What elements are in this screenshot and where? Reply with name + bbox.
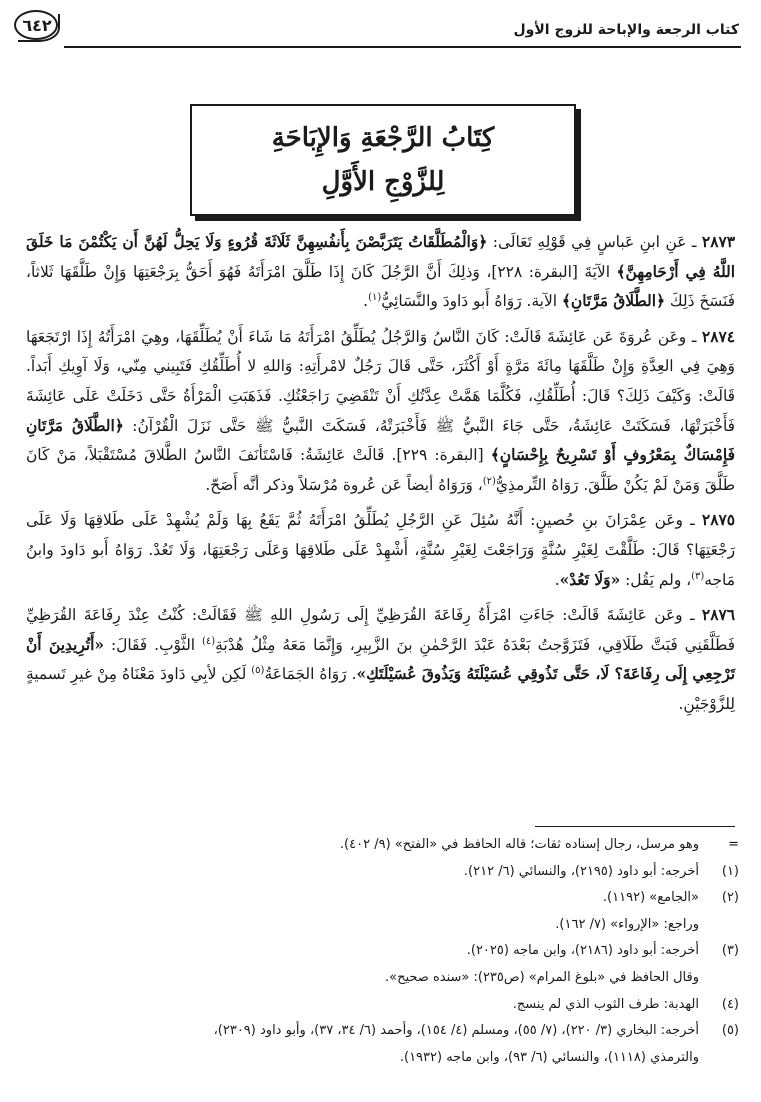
hadith-text: ـ وعَن عَائِشَةَ قَالَتْ: جَاءَتِ امْرَأَةُ رِفَاعَةَ القُرَظِيِّ إِلَى رَسُولِ اللهِ ﷺ فَقَالَتْ: كُنْتُ عِنْدَ رِفَاعَةَ القُرَظِيِّ فَطَلَّقَنِي فَبَتَّ طَلَاقِي، فَتَزَوَّجتُ بَعْدَهُ عَبْدَ الرَّحْمٰنِ بنَ الزَّبِيرِ، وَإِنَّمَا مَعَهُ مِثْلُ هُدْبَةِ [26,606,735,654]
hadith-2873 [26,228,735,317]
hadith-text: . رَوَاهُ الجَمَاعَةُ [264,665,357,684]
footnote-mark: (٢) [721,890,739,906]
footnote-text: أخرجه: أبو داود (٢١٩٥)، والنسائي (٦/ ٢١٢). [463,863,699,879]
chapter-title-line-2: لِلزَّوْجِ الأَوَّلِ [321,167,445,197]
footnote-mark: (٣) [721,943,739,959]
hadith-number: ٢٨٧٤ [701,327,735,346]
chapter-title-box [190,104,576,216]
hadith-number: ٢٨٧٥ [701,511,735,530]
footnote-5 [26,1018,739,1045]
footnote-text: والترمذي (١١١٨)، والنسائي (٦/ ٩٣)، وابن ماجه (١٩٣٢). [399,1049,699,1065]
hadith-number: ٢٨٧٣ [701,233,735,251]
hadith-text: الآية. رَوَاهُ أَبو دَاودَ والنَّسَائِيُّ [381,292,562,311]
page-number [14,10,60,42]
footnote-text: أخرجه: البخاري (٣/ ٢٢٠)، (٧/ ٥٥)، ومسلم (٤/ ١٥٤)، وأحمد (٦/ ٣٤، ٣٧)، وأبو داود (٢٣٠٩)، [213,1023,699,1039]
hadith-2874 [26,323,735,501]
hadith-text: ، وَرَوَاهُ أيضاً عَن عُروة مُرْسَلاً وذكر أنَّه أَصَحّ. [205,475,483,494]
footnote-4 [26,992,739,1019]
footnote-text: الهدبة: طرف الثوب الذي لم ينسج. [512,996,699,1012]
footnote-text: وهو مرسل، رجال إسناده ثقات؛ قاله الحافظ في «الفتح» (٩/ ٤٠٢). [339,837,699,852]
footnote-3-continued [26,965,739,992]
footnote-text: وراجع: «الإرواء» (٧/ ١٦٢). [555,916,699,932]
hadith-text: ـ وعَن عُروَةَ عَن عَائِشَةَ قَالَتْ: كَانَ النَّاسُ وَالرَّجُلُ يُطَلِّقُ امْرَأَتَهُ مَا شَاءَ أَنْ يُطَلِّقَهَا، وهِيَ امْرَأَتُهُ إِذَا ارْتَجَعَهَا وَهِيَ فِي العِدَّةِ وَإِنْ طَلَّقَهَا مِائَةَ مَرَّةٍ أَوْ أَكْثَرَ، حَتَّى قَالَ رَجُلٌ لامْرأَتِهِ: وَاللهِ لا أُطَلِّقُكِ فَتَبِيني مِنّي، وَلَا آوِيكِ أَبَداً. قَالَتْ: وَكَيْفَ ذَلِكَ؟ قَالَ: أُطَلِّقُكِ، فَكُلَّمَا هَمَّتْ عِدَّتُكِ أَنْ تَنْقَضِيَ رَاجَعْتُكِ. فَذَهَبَتِ الْمَرْأَةُ حَتَّى دَخَلَتْ عَلَى عَائِشَةَ فَأَخْبَرَتْهَا، فَسَكَتَتْ عَائِشَةُ، حَتَّى جَاءَ النَّبيُّ ﷺ فَأَخْبَرَتْهُ، فَسَكَتَ النَّبيُّ ﷺ حَتَّى نَزَلَ الْقُرْآنُ: [26,327,735,435]
hadith-quote: «أَتُرِيدِينَ أَنْ تَرْجِعِي إِلَى رِفَاعَةَ؟ لَا، حَتَّى تَذُوقِي عُسَيْلَتَهُ وَيَذُوقَ عُسَيْلَتَكِ» [26,635,735,684]
quran-quote: ﴿وَالْمُطَلَّقَاتُ يَتَرَبَّصْنَ بِأَنفُسِهِنَّ ثَلَاثَةَ قُرُوءٍ وَلَا يَحِلُّ لَهُنَّ أَن يَكْتُمْنَ مَا خَلَقَ اللَّهُ فِي أَرْحَامِهِنَّ﴾ [26,233,736,281]
footnote-ref: (١) [368,292,382,304]
hadith-text: الآيَةَ [البقرة: ٢٢٨]، وَذلِكَ أَنَّ الرَّجُلَ كَانَ إِذَا طَلَّقَ امْرَأَتَهُ فَهُوَ أَحَقُّ بِرَجْعَتِهَا وَإِنْ طَلَّقَهَا ثَلاثاً، فَنَسَخَ ذَلِكَ [26,262,735,311]
hadith-text: لَكِن لأبِي دَاودَ مَعْنَاهُ مِنْ غيرِ تَسميةٍ لِلزَّوْجَيْنِ. [26,665,735,713]
footnote-mark: (١) [721,863,739,879]
header-rule [64,46,741,48]
page-number-text: ٦٤٢ [22,16,52,35]
hadith-list [26,228,735,726]
hadith-2875 [26,506,735,595]
footnote-text: أخرجه: أبو داود (٢١٨٦)، وابن ماجه (٢٠٢٥). [466,943,699,959]
footnote-text: وقال الحافظ في «بلوغ المرام» (ص٢٣٥): «سنده صحيح». [384,969,699,985]
running-head: كتاب الرجعة والإباحة للزوج الأول [513,22,739,38]
footnote-rule [535,826,735,827]
footnote-text: «الجامع» (١١٩٢). [602,890,699,906]
footnotes [26,832,739,1071]
hadith-text: ، ولم يَقُل: [620,570,692,589]
hadith-text: ـ وعَن عِمْرَانَ بنِ حُصينٍ: أَنَّهُ سُئِلَ عَنِ الرَّجُلِ يُطَلِّقُ امْرَأَتَهُ ثُمَّ يَقَعُ بِهَا وَلَمْ يُشْهِدْ عَلَى طَلاقِهَا وَلَا عَلَى رَجْعَتِهَا؟ قَالَ: طَلَّقْتَ لِغَيْرِ سُنَّةٍ وَرَاجَعْتَ لِغَيْرِ سُنَّةٍ، أَشْهِدْ عَلَى طَلاقِهَا وَعَلَى رَجْعَتِهَا، وَلَا تَعُدْ. رَوَاهُ أَبو دَاودَ وابنُ مَاجه [26,511,735,589]
hadith-text: ـ عَنِ ابنِ عَباسٍ فِي قَوْلِهِ تَعَالَى: [487,233,702,251]
hadith-quote: «وَلَا تَعُدْ» [559,570,621,589]
footnote-2 [26,885,739,912]
footnote-3 [26,938,739,965]
hadith-text: [البقرة: ٢٢٩]. قَالَتْ عَائِشَةُ: فَاسْتَأنَفَ النَّاسُ الطَّلاقَ مُسْتَقْبَلاً، مَنْ كَانَ طَلَّقَ وَمَنْ لَمْ يَكُنْ طَلَّقَ. رَوَاهُ التِّرمذِيُّ [26,446,735,494]
hadith-text: . [554,570,560,589]
footnote-ref: (٣) [691,570,705,582]
footnote-5-continued [26,1045,739,1072]
footnote-continued [26,832,739,859]
footnote-mark: (٥) [721,1023,739,1039]
hadith-text: . [363,292,369,311]
hadith-number: ٢٨٧٦ [701,606,735,625]
footnote-mark: (٤) [721,996,739,1012]
footnote-ref: (٤) [201,635,216,647]
footnote-2-continued [26,912,739,939]
hadith-2876 [26,601,735,719]
chapter-title-line-1: كِتَابُ الرَّجْعَةِ وَالإِبَاحَةِ [271,123,495,153]
footnote-ref: (٢) [482,475,496,487]
footnote-1 [26,859,739,886]
footnote-mark: = [728,837,739,852]
footnote-ref: (٥) [251,665,265,677]
quran-quote: ﴿الطَّلَاقُ مَرَّتَانِ﴾ [561,292,666,311]
hadith-text: الثَّوْبِ. فَقَالَ: [104,635,202,654]
quran-quote: ﴿الطَّلَاقُ مَرَّتَانِ فَإِمْسَاكٌ بِمَعْرُوفٍ أَوْ تَسْرِيحٌ بِإِحْسَانٍ﴾ [26,416,735,465]
